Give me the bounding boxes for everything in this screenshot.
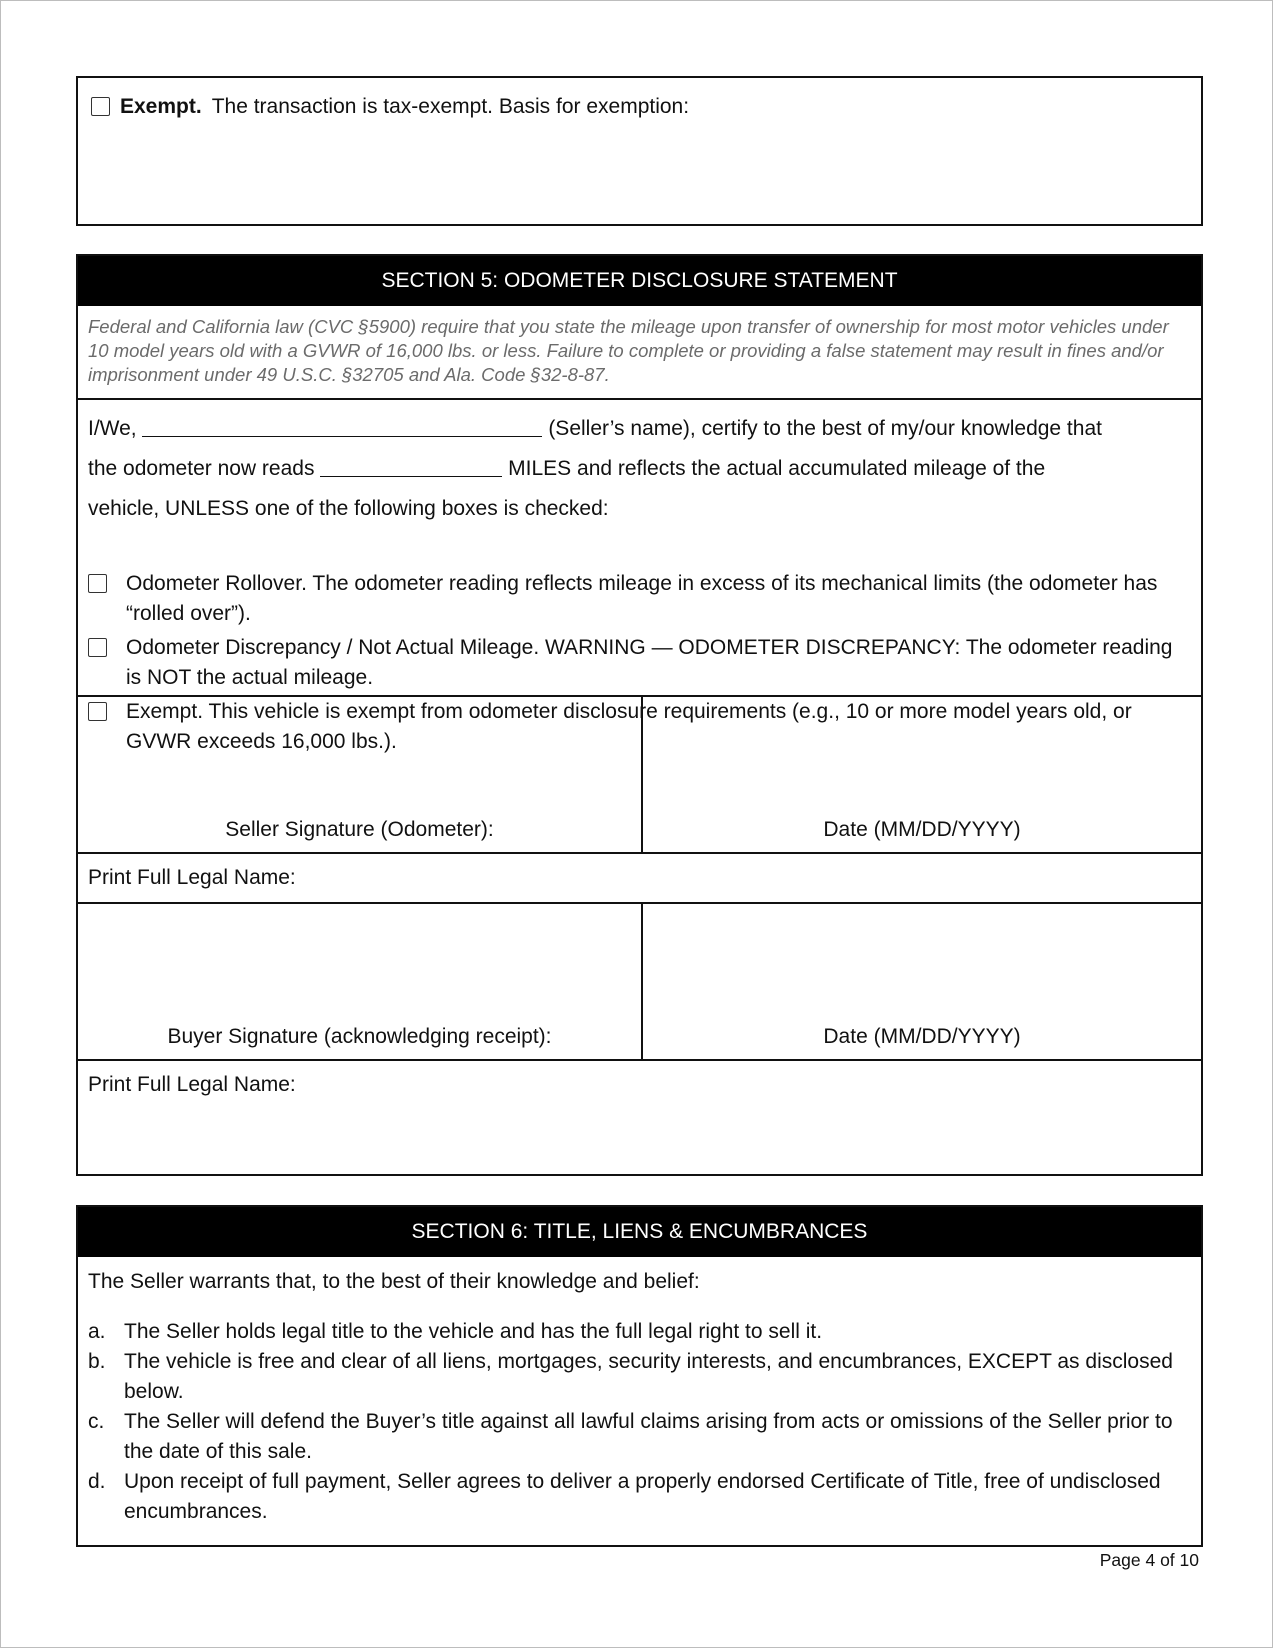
- odometer-discrepancy-checkbox[interactable]: [88, 638, 107, 657]
- buyer-signature-field[interactable]: [78, 904, 643, 1059]
- list-item: [88, 1347, 1191, 1407]
- buyer-date-field[interactable]: [643, 904, 1201, 1059]
- odometer-rollover-checkbox[interactable]: [88, 574, 107, 593]
- section-title-liens: [76, 1205, 1203, 1547]
- list-item: [88, 1317, 1191, 1347]
- odometer-certification: [78, 400, 1201, 569]
- option-text: Exempt. This vehicle is exempt from odometer disclosure requirements (e.g., 10 or more model years old, or GVWR exceeds 16,000 lbs.).: [126, 700, 1132, 753]
- buyer-signature-row: [78, 902, 1201, 1059]
- list-text: Upon receipt of full payment, Seller agrees to deliver a properly endorsed Certificate of Title, free of undisclosed encumbrances.: [124, 1470, 1161, 1523]
- seller-date-label: Date (MM/DD/YYYY): [823, 818, 1021, 841]
- warranty-intro: The Seller warrants that, to the best of their knowledge and belief:: [88, 1270, 700, 1293]
- list-text: The Seller holds legal title to the vehicle and has the full legal right to sell it.: [124, 1320, 823, 1343]
- cert-text-3: the odometer now reads: [88, 457, 315, 480]
- list-item: [88, 1407, 1191, 1467]
- list-item: [88, 1467, 1191, 1527]
- seller-print-name-field[interactable]: [78, 852, 1201, 902]
- section-5-title: SECTION 5: ODOMETER DISCLOSURE STATEMENT: [78, 256, 1201, 306]
- list-text: The Seller will defend the Buyer’s title against all lawful claims arising from acts or omissions of the Seller prior to the date of this sale.: [124, 1410, 1173, 1463]
- buyer-print-name-label: Print Full Legal Name:: [88, 1073, 296, 1096]
- seller-signature-row: [78, 695, 1201, 852]
- seller-signature-field[interactable]: [78, 697, 643, 852]
- cert-text-5: vehicle, UNLESS one of the following boxes is checked:: [88, 497, 609, 520]
- seller-print-name-label: Print Full Legal Name:: [88, 866, 296, 889]
- seller-name-blank[interactable]: [142, 414, 542, 437]
- page-number: Page 4 of 10: [1099, 1550, 1199, 1570]
- seller-date-field[interactable]: [643, 697, 1201, 852]
- section-odometer-disclosure: [76, 254, 1203, 1176]
- list-marker: a.: [88, 1320, 106, 1343]
- seller-signature-label: Seller Signature (Odometer):: [225, 818, 494, 841]
- cert-text-2: (Seller’s name), certify to the best of my/our knowledge that: [548, 417, 1102, 440]
- list-marker: b.: [88, 1350, 106, 1373]
- list-text: The vehicle is free and clear of all liens, mortgages, security interests, and encumbrances, EXCEPT as disclosed below.: [124, 1350, 1173, 1403]
- cert-text-4: MILES and reflects the actual accumulated mileage of the: [508, 457, 1046, 480]
- buyer-date-label: Date (MM/DD/YYYY): [823, 1025, 1021, 1048]
- tax-exempt-text: The transaction is tax-exempt. Basis for exemption:: [211, 95, 690, 118]
- tax-exempt-box: [76, 76, 1203, 226]
- section-6-title: SECTION 6: TITLE, LIENS & ENCUMBRANCES: [78, 1207, 1201, 1257]
- list-marker: d.: [88, 1470, 106, 1493]
- odometer-reading-blank[interactable]: [320, 454, 502, 477]
- odometer-options: [78, 569, 1201, 753]
- buyer-signature-label: Buyer Signature (acknowledging receipt):: [167, 1025, 552, 1048]
- option-odometer-discrepancy: [88, 633, 1191, 693]
- tax-exempt-checkbox[interactable]: [91, 97, 110, 116]
- option-text: Odometer Rollover. The odometer reading reflects mileage in excess of its mechanical limits (the odometer has “rolled over”).: [126, 572, 1158, 625]
- buyer-print-name-field[interactable]: [78, 1059, 1201, 1109]
- option-text: Odometer Discrepancy / Not Actual Mileage. WARNING — ODOMETER DISCREPANCY: The odometer reading is NOT the actual mileage.: [126, 636, 1173, 689]
- tax-exempt-option: [91, 92, 689, 122]
- title-warranty-body: [78, 1257, 1201, 1527]
- option-odometer-rollover: [88, 569, 1191, 629]
- tax-exempt-label: Exempt.: [120, 95, 202, 118]
- cert-text-1: I/We,: [88, 417, 137, 440]
- odometer-legal-notice: Federal and California law (CVC §5900) require that you state the mileage upon transfer of ownership for most motor vehicles under 10 model years old with a GVWR of 16,000 lbs. or less. Failure to complete or providing a false statement may result in fines and/or imprisonment under 49 U.S.C. §32705 and Ala. Code §32-8-87.: [78, 306, 1201, 400]
- list-marker: c.: [88, 1410, 105, 1433]
